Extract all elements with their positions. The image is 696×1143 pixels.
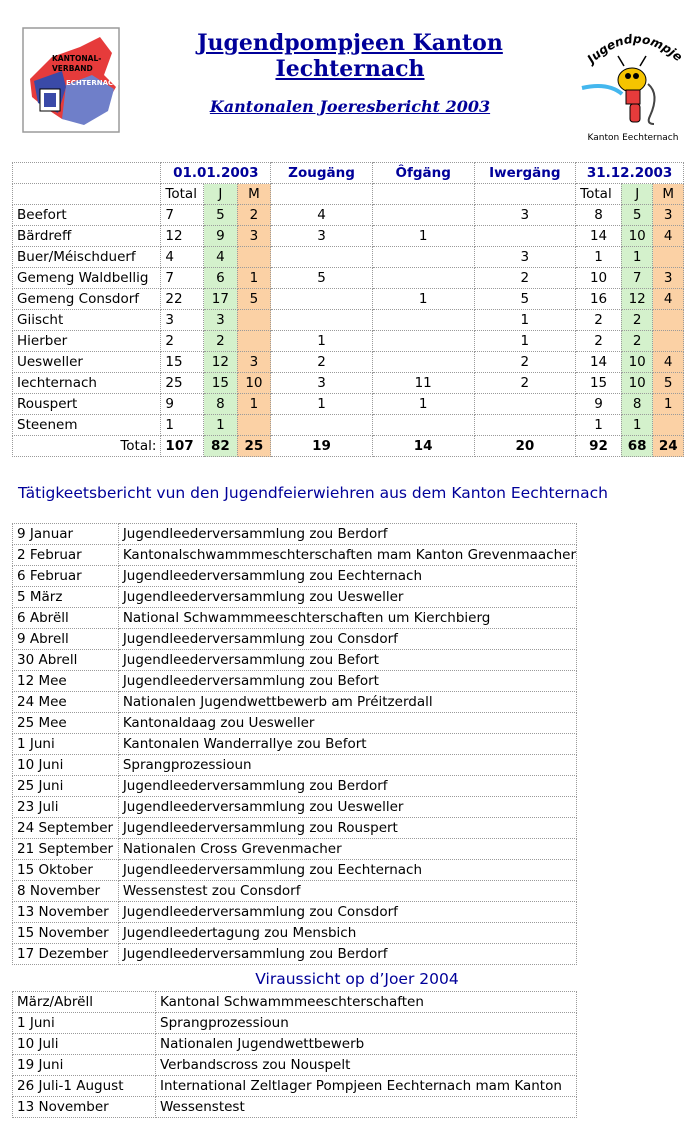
event-description: Jugendleederversammlung zou Eechternach: [118, 860, 576, 881]
header-ofgang: Ôfgäng: [372, 163, 474, 184]
stat-cell-zou: [271, 247, 373, 268]
logo-left-line-3: ECHTERNACH: [66, 79, 119, 87]
sub-header-row: [13, 184, 684, 205]
stat-cell-m2: 1: [653, 394, 684, 415]
stat-cell-j1: 8: [204, 394, 238, 415]
stat-cell-j1: 1: [204, 415, 238, 436]
stat-cell-m1: 1: [237, 394, 271, 415]
event-date: 15 November: [13, 923, 119, 944]
stat-cell-j1: 2: [204, 331, 238, 352]
event-description: Sprangprozessioun: [156, 1013, 577, 1034]
subheader-m-start: M: [237, 184, 271, 205]
stats-row: [13, 394, 684, 415]
subheader-m-end: M: [653, 184, 684, 205]
logo-left-line-1: KANTONAL-: [52, 54, 102, 63]
outlook-row: [13, 1013, 577, 1034]
stat-cell-m1: 2: [237, 205, 271, 226]
stat-cell-of: [372, 268, 474, 289]
event-date: 12 Mee: [13, 671, 119, 692]
stat-cell-m2: 3: [653, 268, 684, 289]
total-t2: 92: [576, 436, 622, 457]
stat-cell-j2: 1: [621, 415, 653, 436]
stat-cell-t2: 1: [576, 247, 622, 268]
subheader-j-end: J: [621, 184, 653, 205]
total-ofgang: 14: [372, 436, 474, 457]
header-iwergang: Iwergäng: [474, 163, 576, 184]
event-date: 13 November: [13, 1097, 156, 1118]
total-zougang: 19: [271, 436, 373, 457]
activity-row: [13, 692, 577, 713]
stat-cell-iw: 2: [474, 352, 576, 373]
header-zougang: Zougäng: [271, 163, 373, 184]
stat-cell-zou: 1: [271, 331, 373, 352]
stat-cell-of: [372, 205, 474, 226]
event-description: Nationalen Jugendwettbewerb am Préitzerdall: [118, 692, 576, 713]
event-description: Jugendleederversammlung zou Consdorf: [118, 902, 576, 923]
stats-row: [13, 247, 684, 268]
event-description: Jugendleederversammlung zou Uesweller: [118, 587, 576, 608]
event-description: Jugendleederversammlung zou Berdorf: [118, 776, 576, 797]
logo-left-line-2: VERBAND: [52, 64, 93, 73]
stat-cell-m1: [237, 415, 271, 436]
commune-name: Uesweller: [13, 352, 161, 373]
commune-name: Steenem: [13, 415, 161, 436]
event-date: 26 Juli-1 August: [13, 1076, 156, 1097]
activity-row: [13, 608, 577, 629]
header-start-date: 01.01.2003: [161, 163, 271, 184]
stat-cell-zou: 3: [271, 373, 373, 394]
outlook-row: [13, 1097, 577, 1118]
stat-cell-m1: 10: [237, 373, 271, 394]
stat-cell-of: 11: [372, 373, 474, 394]
stat-cell-j1: 4: [204, 247, 238, 268]
activity-row: [13, 902, 577, 923]
report-subtitle: Kantonalen Joeresbericht 2003: [209, 97, 491, 116]
total-m1: 25: [237, 436, 271, 457]
stat-cell-j1: 17: [204, 289, 238, 310]
activity-row: [13, 944, 577, 965]
stat-cell-iw: 1: [474, 310, 576, 331]
stat-cell-t1: 22: [161, 289, 204, 310]
stat-cell-m2: 4: [653, 226, 684, 247]
event-date: 2 Februar: [13, 545, 119, 566]
stat-cell-zou: 4: [271, 205, 373, 226]
stat-cell-iw: [474, 415, 576, 436]
total-iwergang: 20: [474, 436, 576, 457]
event-description: Jugendleederversammlung zou Befort: [118, 650, 576, 671]
event-date: 9 Abrell: [13, 629, 119, 650]
stat-cell-iw: 2: [474, 373, 576, 394]
stat-cell-j2: 2: [621, 331, 653, 352]
event-date: 24 Mee: [13, 692, 119, 713]
event-description: Nationalen Jugendwettbewerb: [156, 1034, 577, 1055]
total-label: Total:: [13, 436, 161, 457]
event-date: 9 Januar: [13, 524, 119, 545]
stat-cell-m2: [653, 331, 684, 352]
activity-row: [13, 650, 577, 671]
stat-cell-m2: 4: [653, 289, 684, 310]
subheader-total-start: Total: [161, 184, 204, 205]
stat-cell-t1: 25: [161, 373, 204, 394]
outlook-row: [13, 1055, 577, 1076]
stat-cell-m2: 5: [653, 373, 684, 394]
event-description: Jugendleedertagung zou Mensbich: [118, 923, 576, 944]
commune-name: Buer/Méischduerf: [13, 247, 161, 268]
stat-cell-t1: 1: [161, 415, 204, 436]
activity-row: [13, 587, 577, 608]
stat-cell-m1: 1: [237, 268, 271, 289]
total-m2: 24: [653, 436, 684, 457]
event-description: Jugendleederversammlung zou Uesweller: [118, 797, 576, 818]
subheader-j-start: J: [204, 184, 238, 205]
outlook-row: [13, 992, 577, 1013]
stat-cell-m1: [237, 310, 271, 331]
event-description: Kantonalen Wanderrallye zou Befort: [118, 734, 576, 755]
stat-cell-zou: [271, 310, 373, 331]
stat-cell-m2: [653, 310, 684, 331]
stat-cell-m1: 5: [237, 289, 271, 310]
page-title: Jugendpompjeen Kanton Iechternach: [197, 30, 503, 82]
stat-cell-zou: 1: [271, 394, 373, 415]
event-description: Jugendleederversammlung zou Berdorf: [118, 944, 576, 965]
stat-cell-t1: 12: [161, 226, 204, 247]
activity-row: [13, 839, 577, 860]
stat-cell-j2: 1: [621, 247, 653, 268]
activity-row: [13, 545, 577, 566]
stat-cell-iw: 5: [474, 289, 576, 310]
stat-cell-of: [372, 352, 474, 373]
commune-name: Gemeng Waldbellig: [13, 268, 161, 289]
event-date: 6 Februar: [13, 566, 119, 587]
event-date: 19 Juni: [13, 1055, 156, 1076]
stat-cell-of: [372, 310, 474, 331]
commune-name: Hierber: [13, 331, 161, 352]
event-description: Jugendleederversammlung zou Rouspert: [118, 818, 576, 839]
stat-cell-t2: 2: [576, 331, 622, 352]
event-date: 30 Abrell: [13, 650, 119, 671]
event-date: 6 Abrëll: [13, 608, 119, 629]
stat-cell-iw: 3: [474, 247, 576, 268]
activity-row: [13, 566, 577, 587]
stat-cell-of: [372, 331, 474, 352]
event-date: 23 Juli: [13, 797, 119, 818]
event-description: Jugendleederversammlung zou Befort: [118, 671, 576, 692]
stat-cell-m2: 3: [653, 205, 684, 226]
stat-cell-m1: 3: [237, 352, 271, 373]
stat-cell-t1: 7: [161, 205, 204, 226]
stat-cell-m2: [653, 415, 684, 436]
stat-cell-zou: [271, 415, 373, 436]
stat-cell-t2: 9: [576, 394, 622, 415]
event-description: Verbandscross zou Nouspelt: [156, 1055, 577, 1076]
stat-cell-j1: 12: [204, 352, 238, 373]
event-description: Kantonaldaag zou Uesweller: [118, 713, 576, 734]
stat-cell-iw: [474, 226, 576, 247]
stats-row: [13, 289, 684, 310]
stat-cell-j2: 5: [621, 205, 653, 226]
stat-cell-iw: 1: [474, 331, 576, 352]
activity-row: [13, 755, 577, 776]
stat-cell-t1: 4: [161, 247, 204, 268]
event-description: International Zeltlager Pompjeen Eechternach mam Kanton: [156, 1076, 577, 1097]
activity-row: [13, 797, 577, 818]
subheader-total-end: Total: [576, 184, 622, 205]
stat-cell-t2: 15: [576, 373, 622, 394]
event-date: 15 Oktober: [13, 860, 119, 881]
activity-row: [13, 923, 577, 944]
stats-row: [13, 331, 684, 352]
event-date: 1 Juni: [13, 734, 119, 755]
total-t1: 107: [161, 436, 204, 457]
event-date: 25 Juni: [13, 776, 119, 797]
event-date: 17 Dezember: [13, 944, 119, 965]
total-j2: 68: [621, 436, 653, 457]
event-date: 10 Juni: [13, 755, 119, 776]
stat-cell-m1: [237, 247, 271, 268]
logo-right-arc-text: Jugendpompje: [584, 31, 686, 67]
stats-row: [13, 415, 684, 436]
event-date: 5 März: [13, 587, 119, 608]
event-description: Wessenstest: [156, 1097, 577, 1118]
stat-cell-t2: 14: [576, 226, 622, 247]
event-description: Jugendleederversammlung zou Eechternach: [118, 566, 576, 587]
stat-cell-j1: 6: [204, 268, 238, 289]
stat-cell-j2: 7: [621, 268, 653, 289]
stat-cell-j2: 8: [621, 394, 653, 415]
commune-name: Giischt: [13, 310, 161, 331]
stat-cell-j2: 10: [621, 373, 653, 394]
stats-body: [13, 205, 684, 436]
activities-table: [12, 523, 577, 965]
event-date: 10 Juli: [13, 1034, 156, 1055]
commune-name: Gemeng Consdorf: [13, 289, 161, 310]
activity-row: [13, 629, 577, 650]
event-date: 13 November: [13, 902, 119, 923]
stat-cell-j1: 9: [204, 226, 238, 247]
outlook-row: [13, 1076, 577, 1097]
stat-cell-of: 1: [372, 289, 474, 310]
stat-cell-t1: 7: [161, 268, 204, 289]
membership-statistics-table: [12, 162, 684, 457]
activity-row: [13, 776, 577, 797]
event-description: Kantonalschwammmeschterschaften mam Kanton Grevenmaacher: [118, 545, 576, 566]
stats-row: [13, 268, 684, 289]
empty-header-cell: [13, 163, 161, 184]
outlook-title: Viraussicht op d’Joer 2004: [255, 970, 459, 988]
event-date: 24 September: [13, 818, 119, 839]
stat-cell-j2: 10: [621, 226, 653, 247]
stat-cell-j1: 3: [204, 310, 238, 331]
event-description: Jugendleederversammlung zou Consdorf: [118, 629, 576, 650]
stat-cell-m2: [653, 247, 684, 268]
event-description: Nationalen Cross Grevenmacher: [118, 839, 576, 860]
event-date: 21 September: [13, 839, 119, 860]
activity-row: [13, 734, 577, 755]
stat-cell-m1: [237, 331, 271, 352]
stat-cell-t1: 15: [161, 352, 204, 373]
stat-cell-zou: [271, 289, 373, 310]
stat-cell-t2: 1: [576, 415, 622, 436]
stat-cell-j2: 2: [621, 310, 653, 331]
event-description: Sprangprozessioun: [118, 755, 576, 776]
event-date: März/Abrëll: [13, 992, 156, 1013]
header-end-date: 31.12.2003: [576, 163, 684, 184]
stat-cell-t2: 8: [576, 205, 622, 226]
stat-cell-t2: 16: [576, 289, 622, 310]
stats-row: [13, 205, 684, 226]
kantonalverband-logo: [22, 27, 120, 133]
stats-row: [13, 226, 684, 247]
commune-name: Bärdreff: [13, 226, 161, 247]
activity-row: [13, 671, 577, 692]
stat-cell-j2: 12: [621, 289, 653, 310]
event-date: 25 Mee: [13, 713, 119, 734]
stat-cell-zou: 2: [271, 352, 373, 373]
stats-row: [13, 352, 684, 373]
stat-cell-t2: 10: [576, 268, 622, 289]
activities-body: [13, 524, 577, 965]
stats-total-row: [13, 436, 684, 457]
group-header-row: [13, 163, 684, 184]
stat-cell-j1: 5: [204, 205, 238, 226]
stat-cell-t2: 2: [576, 310, 622, 331]
stats-row: [13, 310, 684, 331]
stat-cell-j1: 15: [204, 373, 238, 394]
stats-row: [13, 373, 684, 394]
stat-cell-m2: 4: [653, 352, 684, 373]
event-date: 8 November: [13, 881, 119, 902]
event-description: Wessenstest zou Consdorf: [118, 881, 576, 902]
event-description: National Schwammmeeschterschaften um Kierchbierg: [118, 608, 576, 629]
commune-name: Rouspert: [13, 394, 161, 415]
stat-cell-iw: [474, 394, 576, 415]
activity-row: [13, 881, 577, 902]
activity-row: [13, 860, 577, 881]
outlook-table: [12, 991, 577, 1118]
activity-row: [13, 818, 577, 839]
commune-name: Iechternach: [13, 373, 161, 394]
event-date: 1 Juni: [13, 1013, 156, 1034]
event-description: Jugendleederversammlung zou Berdorf: [118, 524, 576, 545]
stat-cell-of: 1: [372, 226, 474, 247]
activity-row: [13, 713, 577, 734]
total-j1: 82: [204, 436, 238, 457]
activity-row: [13, 524, 577, 545]
stat-cell-t2: 14: [576, 352, 622, 373]
stat-cell-of: [372, 415, 474, 436]
stat-cell-zou: 5: [271, 268, 373, 289]
stat-cell-j2: 10: [621, 352, 653, 373]
commune-name: Beefort: [13, 205, 161, 226]
stat-cell-m1: 3: [237, 226, 271, 247]
jugendpompjeen-mascot-logo: [578, 24, 688, 144]
logo-right-caption: Kanton Eechternach: [587, 133, 679, 143]
outlook-body: [13, 992, 577, 1118]
stat-cell-of: 1: [372, 394, 474, 415]
stat-cell-t1: 2: [161, 331, 204, 352]
event-description: Kantonal Schwammmeeschterschaften: [156, 992, 577, 1013]
stat-cell-zou: 3: [271, 226, 373, 247]
activities-title: Tätigkeetsbericht vun den Jugendfeierwiehren aus dem Kanton Eechternach: [18, 484, 608, 502]
outlook-row: [13, 1034, 577, 1055]
stat-cell-iw: 3: [474, 205, 576, 226]
stat-cell-iw: 2: [474, 268, 576, 289]
stat-cell-t1: 9: [161, 394, 204, 415]
stat-cell-t1: 3: [161, 310, 204, 331]
stat-cell-of: [372, 247, 474, 268]
